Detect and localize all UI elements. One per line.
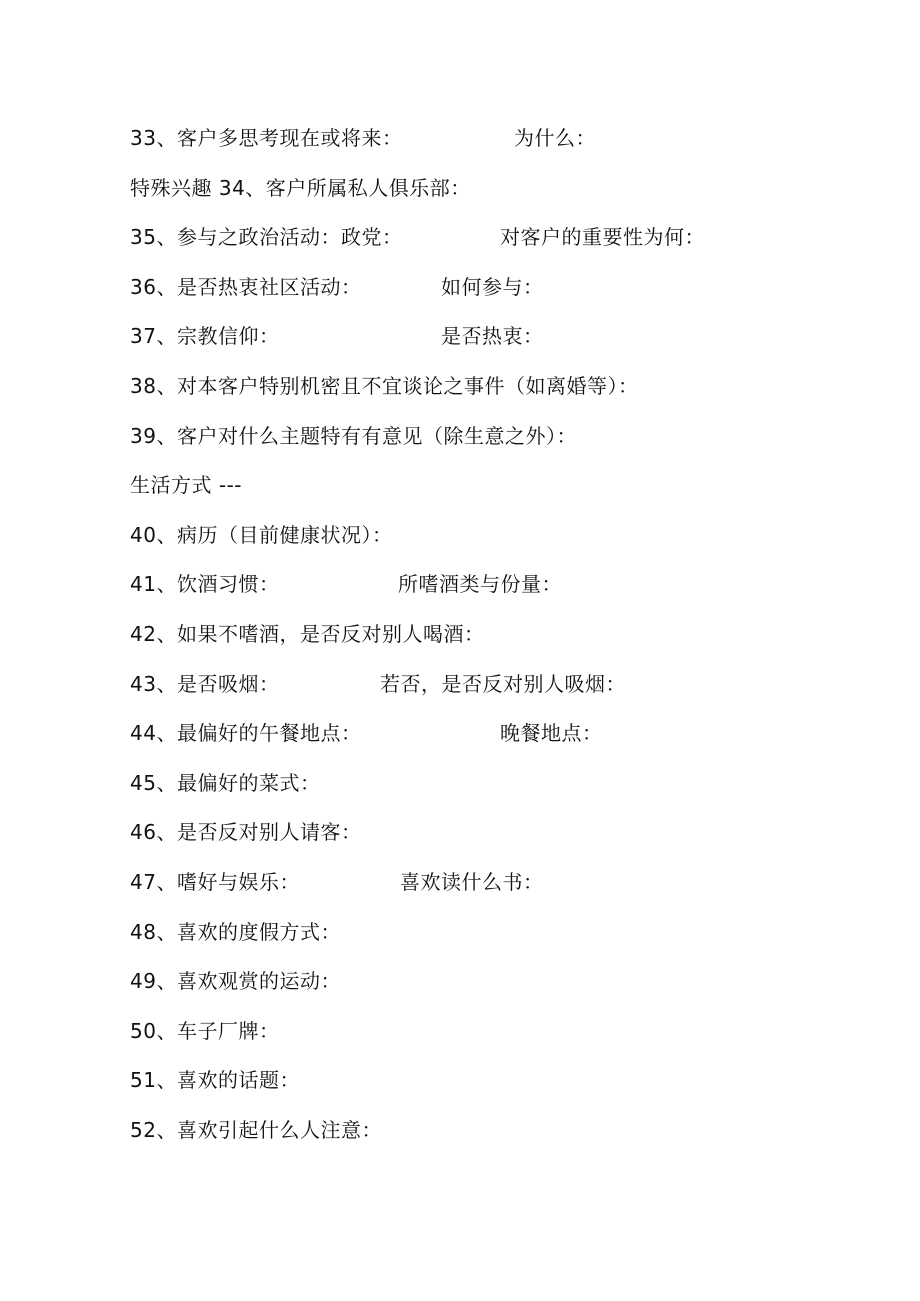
question-40 [130,520,830,550]
question-35-label: 35、参与之政治活动：政党： [130,225,403,249]
question-37-sub-label: 是否热衷： [441,324,544,348]
question-37-label: 37、宗教信仰： [130,324,280,348]
question-36-label: 36、是否热衷社区活动： [130,275,362,299]
section-lifestyle-heading [130,470,830,500]
question-44-label: 44、最偏好的午餐地点： [130,721,362,745]
question-51 [130,1065,830,1095]
question-37 [130,321,830,351]
question-40-label: 40、病历（目前健康状况）： [130,523,393,547]
question-33 [130,123,830,153]
question-42-label: 42、如果不嗜酒，是否反对别人喝酒： [130,622,485,646]
question-44 [130,718,830,748]
question-41-label: 41、饮酒习惯： [130,572,280,596]
question-52 [130,1115,830,1145]
question-52-label: 52、喜欢引起什么人注意： [130,1118,382,1142]
question-38-label: 38、对本客户特别机密且不宜谈论之事件（如离婚等）： [130,374,639,398]
question-43-label: 43、是否吸烟： [130,672,280,696]
question-49-label: 49、喜欢观赏的运动： [130,969,341,993]
question-41 [130,569,830,599]
question-51-label: 51、喜欢的话题： [130,1068,300,1092]
question-49 [130,966,830,996]
section-special-interests-34 [130,173,830,203]
question-48 [130,917,830,947]
question-47-label: 47、嗜好与娱乐： [130,870,300,894]
question-50-label: 50、车子厂牌： [130,1019,280,1043]
question-36 [130,272,830,302]
section-lifestyle-label: 生活方式 --- [130,473,243,497]
question-47 [130,867,830,897]
question-50 [130,1016,830,1046]
question-39-label: 39、客户对什么主题特有有意见（除生意之外）： [130,424,577,448]
question-43 [130,669,830,699]
question-36-sub-label: 如何参与： [441,275,544,299]
question-46 [130,817,830,847]
question-34-label: 特殊兴趣 34、客户所属私人俱乐部： [130,176,471,200]
question-48-label: 48、喜欢的度假方式： [130,920,341,944]
question-45 [130,768,830,798]
question-39 [130,421,830,451]
question-42 [130,619,830,649]
question-38 [130,371,830,401]
question-41-sub-label: 所嗜酒类与份量： [398,572,562,596]
question-46-label: 46、是否反对别人请客： [130,820,362,844]
question-35 [130,222,830,252]
question-33-sub-label: 为什么： [514,126,596,150]
question-43-sub-label: 若否，是否反对别人吸烟： [380,672,626,696]
question-45-label: 45、最偏好的菜式： [130,771,321,795]
question-33-label: 33、客户多思考现在或将来： [130,126,403,150]
question-47-sub-label: 喜欢读什么书： [400,870,544,894]
question-44-sub-label: 晚餐地点： [500,721,603,745]
question-35-sub-label: 对客户的重要性为何： [500,225,705,249]
